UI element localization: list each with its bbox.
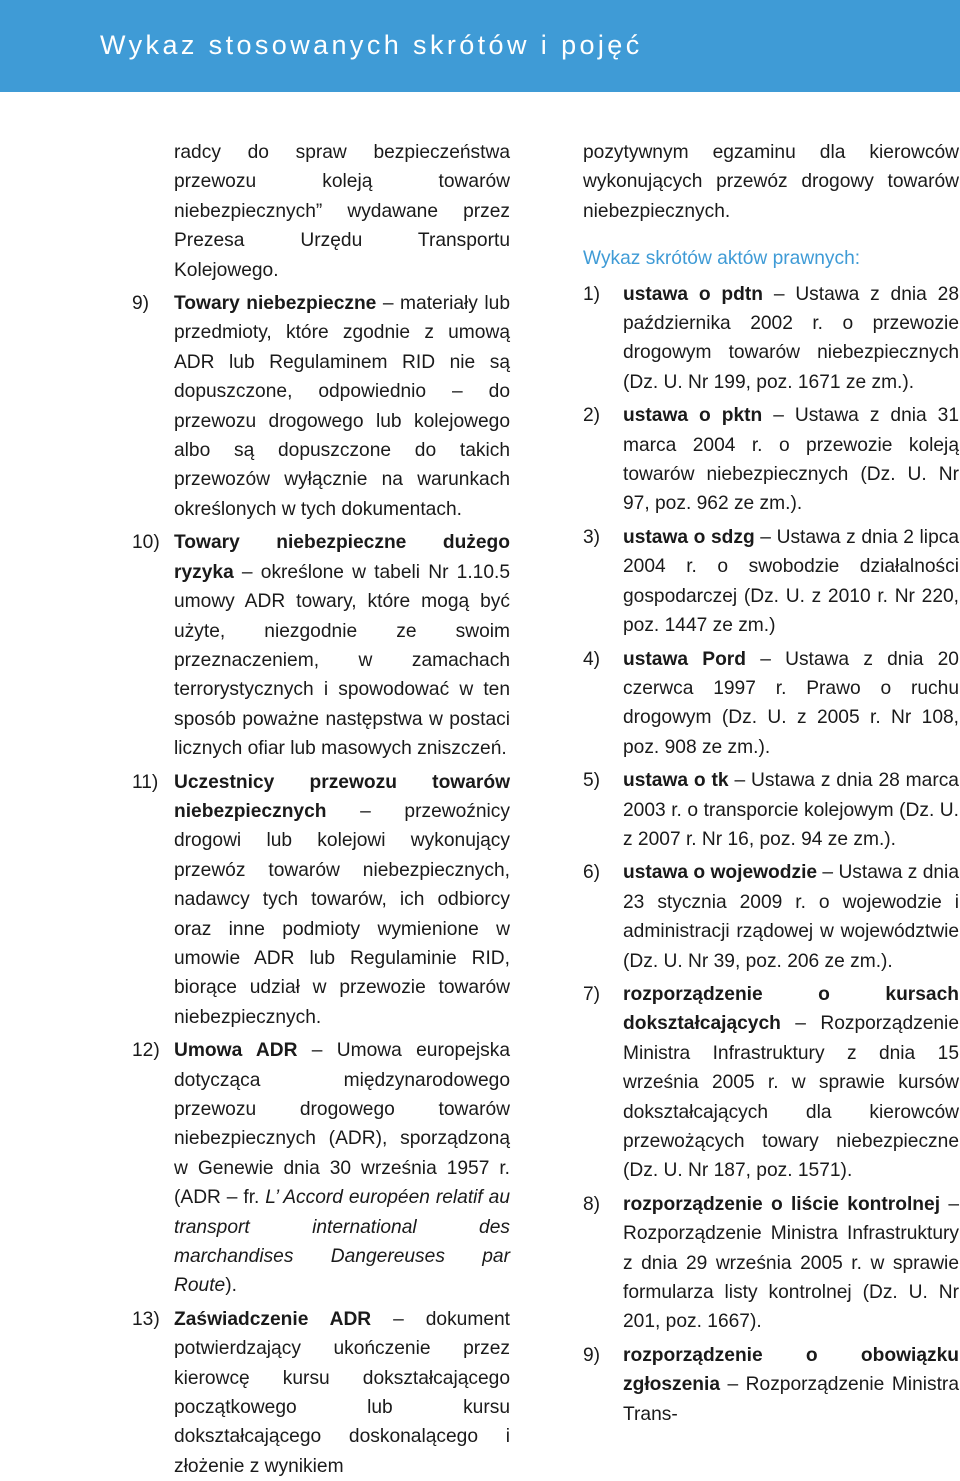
item-text: – Rozporządzenie Ministra Infrastruktury z dnia 15 września 2005 r. w sprawie kursów dokształcających dla kierowców przewożących towary niebezpieczne (Dz. U. Nr 187, poz. 1571). — [623, 1013, 959, 1182]
item-number: 11) — [132, 771, 159, 793]
left-column — [132, 138, 510, 1481]
item-term: rozporządzenie o liście kontrolnej — [623, 1193, 941, 1215]
legal-acts-subheading: Wykaz skrótów aktów prawnych: — [583, 248, 861, 270]
item-term: ustawa o tk — [623, 770, 729, 792]
item-term: ustawa Pord — [623, 648, 746, 670]
legal-act-item-5 — [583, 766, 959, 854]
item-term: ustawa o wojewodzie — [623, 862, 818, 884]
item-term: Uczestnicy przewozu towarów niebezpiecznych — [174, 771, 510, 822]
item-number: 6) — [583, 862, 601, 884]
item-text: – Ustawa z dnia 31 marca 2004 r. o przewozie koleją towarów niebezpiecznych (Dz. U. Nr 97, poz. 962 ze zm.). — [623, 405, 959, 515]
legal-act-item-1 — [583, 280, 959, 398]
item-number: 7) — [583, 983, 601, 1005]
item-text: – określone w tabeli Nr 1.10.5 umowy ADR towary, które mogą być użyte, niezgodnie ze swoim przeznaczeniem, w zamachach terrorystycznych i spowodować w ten sposób poważne następstwa w postaci licznych ofiar lub masowych zniszczeń. — [174, 561, 510, 760]
item-text: – Rozporządzenie Ministra Infrastruktury z dnia 29 września 2005 r. w sprawie formularza listy kontrolnej (Dz. U. Nr 201, poz. 1667). — [623, 1193, 959, 1333]
item-term: ustawa o pdtn — [623, 283, 763, 305]
item-text: – dokument potwierdzający ukończenie przez kierowcę kursu dokształcającego początkowego lub kursu dokształcającego doskonalącego i złożenie z wynikiem — [174, 1308, 510, 1477]
item-number: 9) — [132, 293, 150, 315]
item-text: – Rozporządzenie Ministra Trans- — [623, 1374, 959, 1425]
item-term: rozporządzenie o obowiązku zgłoszenia — [623, 1344, 959, 1396]
item-text: – Ustawa z dnia 20 czerwca 1997 r. Prawo o ruchu drogowym (Dz. U. z 2005 r. Nr 108, poz. 908 ze zm.). — [623, 648, 959, 758]
item-number: 13) — [132, 1308, 160, 1330]
item-text: – Ustawa z dnia 23 stycznia 2009 r. o wojewodzie i administracji rządowej w województwie (Dz. U. Nr 39, poz. 206 ze zm.). — [623, 862, 959, 972]
item-text: – przewoźnicy drogowi lub kolejowi wykonujący przewóz towarów niebezpiecznych, nadawcy tych towarów, ich odbiorcy oraz inne podmioty wymienione w umowie ADR lub Regulaminie RID, biorące udział w przewozie towarów niebezpiecznych. — [174, 800, 510, 1028]
legal-act-item-3 — [583, 523, 959, 641]
definition-item-9 — [132, 289, 510, 524]
header-bar — [0, 0, 960, 92]
right-column — [583, 138, 959, 1429]
item-term: rozporządzenie o kursach dokształcających — [623, 983, 959, 1035]
item-number: 12) — [132, 1040, 160, 1062]
item-number: 9) — [583, 1344, 601, 1366]
legal-act-item-8 — [583, 1190, 959, 1337]
item-number: 10) — [132, 532, 160, 554]
item-italic-text: L’ Accord européen relatif au transport international des marchandises Dangereuses par Route — [174, 1187, 510, 1297]
item-term: Umowa ADR — [174, 1040, 298, 1062]
definition-item-13 — [132, 1305, 510, 1481]
left-continuation: radcy do spraw bezpieczeństwa przewozu koleją towarów niebezpiecznych” wydawane przez Prezesa Urzędu Transportu Kolejowego. — [174, 142, 510, 281]
right-continuation: pozytywnym egzaminu dla kierowców wykonujących przewóz drogowy towarów niebezpiecznych. — [583, 142, 959, 222]
legal-act-item-4 — [583, 645, 959, 763]
definition-item-10 — [132, 528, 510, 763]
item-term: ustawa o sdzg — [623, 526, 755, 548]
definition-item-12 — [132, 1036, 510, 1301]
definition-item-11 — [132, 768, 510, 1033]
item-number: 8) — [583, 1193, 601, 1215]
item-tail: ). — [225, 1275, 237, 1297]
page-title: Wykaz stosowanych skrótów i pojęć — [100, 30, 643, 60]
item-number: 4) — [583, 648, 601, 670]
legal-act-item-2 — [583, 401, 959, 519]
item-number: 3) — [583, 526, 601, 548]
item-term: Towary niebezpieczne — [174, 293, 377, 315]
item-number: 2) — [583, 405, 601, 427]
item-term: ustawa o pktn — [623, 405, 763, 427]
legal-act-item-6 — [583, 858, 959, 976]
item-text: – Ustawa z dnia 28 października 2002 r. o przewozie drogowym towarów niebezpiecznych (Dz. U. Nr 199, poz. 1671 ze zm.). — [623, 283, 959, 393]
legal-act-item-9 — [583, 1341, 959, 1429]
legal-act-item-7 — [583, 980, 959, 1186]
item-number: 5) — [583, 770, 601, 792]
item-text: – Umowa europejska dotycząca międzynarodowego przewozu drogowego towarów niebezpiecznych (ADR), sporządzoną w Genewie dnia 30 września 1957 r. (ADR – fr. — [174, 1040, 510, 1209]
item-number: 1) — [583, 283, 601, 305]
item-text: – materiały lub przedmioty, które zgodnie z umową ADR lub Regulaminem RID nie są dopuszczone, odpowiednio – do przewozu drogowego lub kolejowego albo są dopuszczone do takich przewozów wyłącznie na warunkach określonych w tych dokumentach. — [174, 293, 511, 520]
item-term: Towary niebezpieczne dużego ryzyka — [174, 532, 510, 583]
item-term: Zaświadczenie ADR — [174, 1308, 372, 1330]
item-text: – Ustawa z dnia 28 marca 2003 r. o transporcie kolejowym (Dz. U. z 2007 r. Nr 16, poz. 94 ze zm.). — [623, 770, 959, 850]
item-text: – Ustawa z dnia 2 lipca 2004 r. o swobodzie działalności gospodarczej (Dz. U. z 2010 r. Nr 220, poz. 1447 ze zm.) — [623, 526, 960, 637]
